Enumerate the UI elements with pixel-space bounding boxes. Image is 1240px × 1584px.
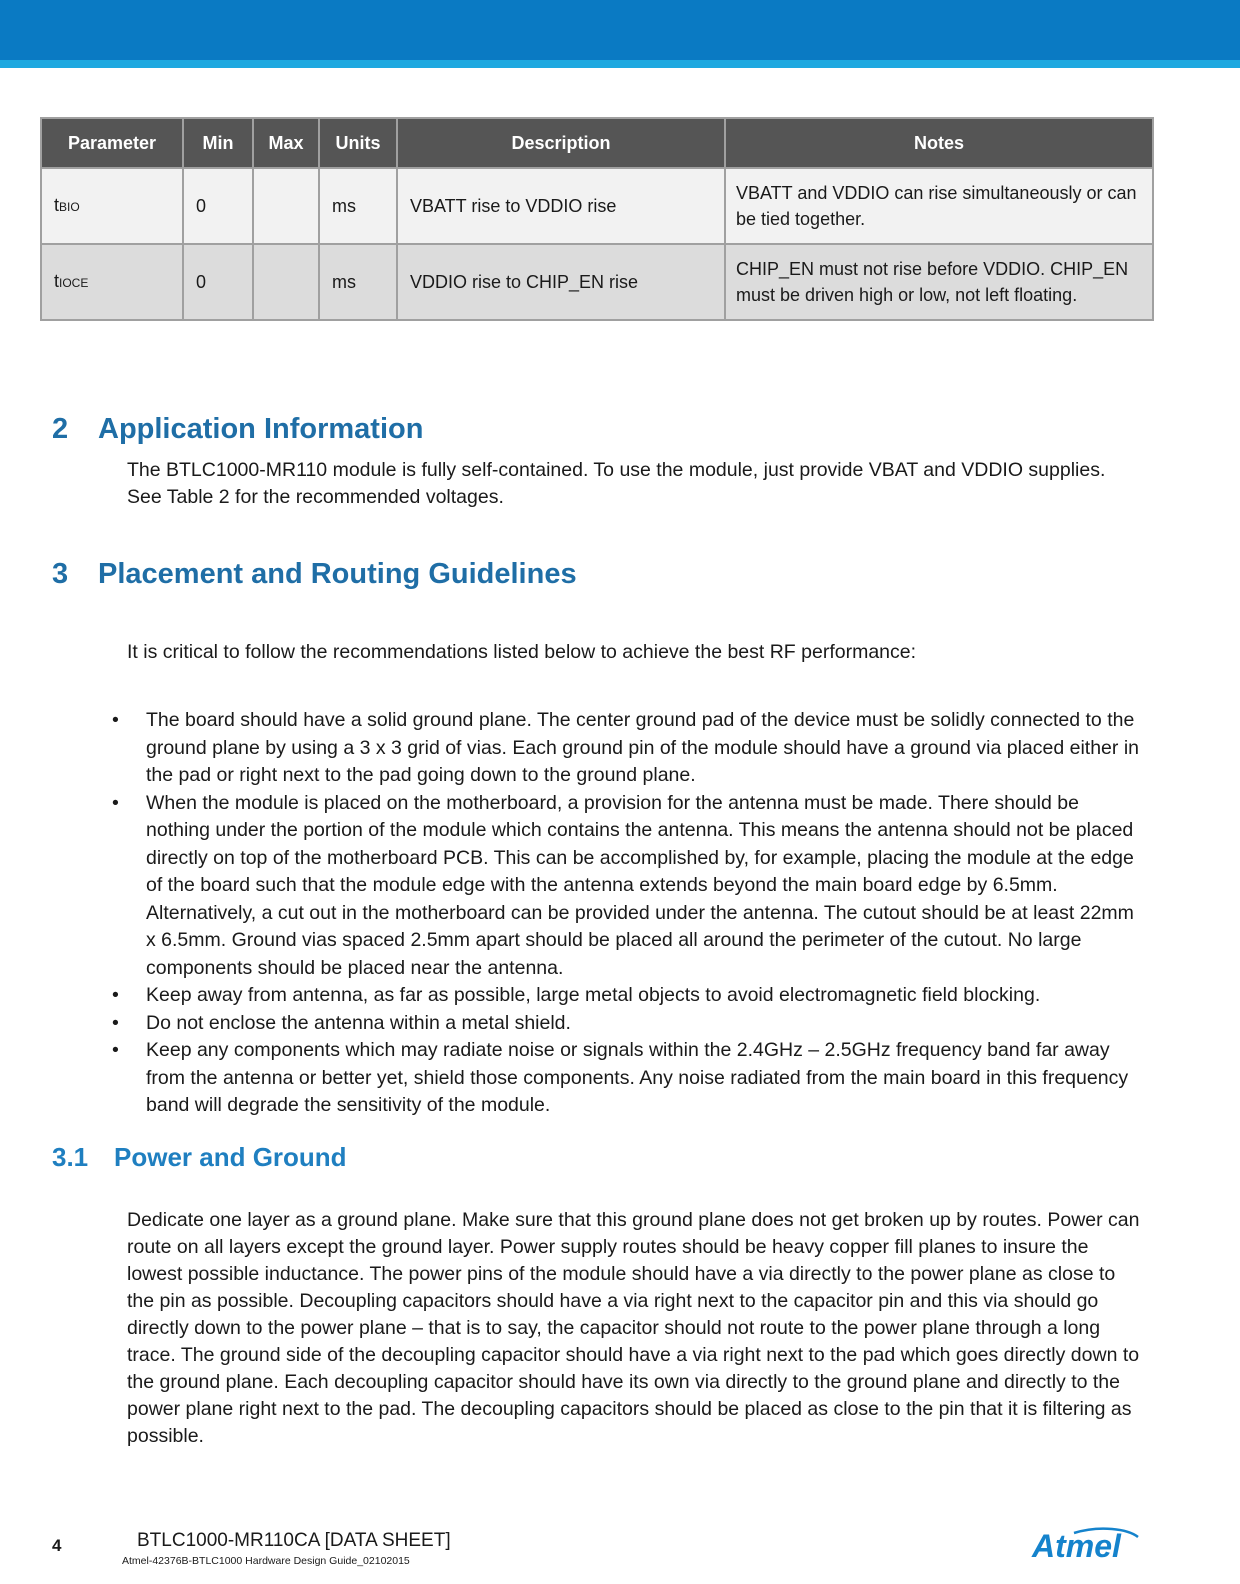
list-item: • The board should have a solid ground plane. The center ground pad of the device must be solidly connected to the ground plane by using a 3 x 3 grid of vias. Each ground pin of the module should have a ground via placed either in the pad or right next to the pad going down to the ground plane.	[108, 707, 1148, 790]
cell-notes: CHIP_EN must not rise before VDDIO. CHIP_EN must be driven high or low, not left floating.	[725, 244, 1153, 320]
cell-units: ms	[319, 168, 397, 244]
table-header-row	[41, 118, 1153, 168]
list-item: • When the module is placed on the motherboard, a provision for the antenna must be made. There should be nothing under the portion of the module which contains the antenna. This means the antenna should not be placed directly on top of the motherboard PCB. This can be accomplished by, for example, placing the module at the edge of the board such that the module edge with the antenna extends beyond the main board edge by 6.5mm. Alternatively, a cut out in the motherboard can be provided under the antenna. The cutout should be at least 22mm x 6.5mm. Ground vias spaced 2.5mm apart should be placed all around the perimeter of the cutout. No large components should be placed near the antenna.	[108, 790, 1148, 983]
list-item: • Do not enclose the antenna within a metal shield.	[108, 1010, 1148, 1038]
table-row	[41, 244, 1153, 320]
guidelines-list	[108, 707, 1148, 1120]
cell-min: 0	[183, 244, 253, 320]
section-number: 3	[52, 558, 69, 590]
list-item: • Keep any components which may radiate noise or signals within the 2.4GHz – 2.5GHz frequency band far away from the antenna or better yet, shield those components. Any noise radiated from the main board in this frequency band will degrade the sensitivity of the module.	[108, 1037, 1148, 1120]
col-header-min: Min	[183, 118, 253, 168]
section-title: Placement and Routing Guidelines	[98, 558, 577, 590]
cell-description: VBATT rise to VDDIO rise	[397, 168, 725, 244]
col-header-parameter: Parameter	[41, 118, 183, 168]
footer-doc-id: Atmel-42376B-BTLC1000 Hardware Design Guide_02102015	[122, 1555, 410, 1567]
page-number: 4	[52, 1536, 62, 1555]
cell-parameter	[41, 244, 183, 320]
list-item: • Keep away from antenna, as far as possible, large metal objects to avoid electromagnetic field blocking.	[108, 982, 1148, 1010]
col-header-description: Description	[397, 118, 725, 168]
cell-parameter	[41, 168, 183, 244]
logo-text: Atmel	[1032, 1528, 1121, 1564]
cell-notes: VBATT and VDDIO can rise simultaneously or can be tied together.	[725, 168, 1153, 244]
table-row	[41, 168, 1153, 244]
section-3-heading	[52, 558, 577, 591]
cell-max	[253, 168, 319, 244]
section-number: 2	[52, 413, 69, 445]
section-3-intro: It is critical to follow the recommendations listed below to achieve the best RF performance:	[127, 641, 917, 663]
header-bar	[0, 0, 1240, 60]
cell-description: VDDIO rise to CHIP_EN rise	[397, 244, 725, 320]
atmel-logo	[1030, 1527, 1140, 1567]
param-subscript: IOCE	[59, 276, 89, 290]
section-2-heading	[52, 413, 423, 446]
timing-parameters-table	[40, 117, 1154, 321]
param-symbol: t	[54, 271, 60, 291]
cell-max	[253, 244, 319, 320]
header-accent-line	[0, 60, 1240, 68]
section-number: 3.1	[52, 1142, 89, 1172]
section-3-1-heading	[52, 1142, 347, 1173]
param-subscript: BIO	[59, 200, 80, 214]
section-2-body: The BTLC1000-MR110 module is fully self-contained. To use the module, just provide VBAT and VDDIO supplies. See Table 2 for the recommended voltages.	[127, 459, 1106, 508]
cell-units: ms	[319, 244, 397, 320]
param-symbol: t	[54, 195, 60, 215]
col-header-max: Max	[253, 118, 319, 168]
col-header-units: Units	[319, 118, 397, 168]
cell-min: 0	[183, 168, 253, 244]
section-title: Application Information	[98, 413, 424, 445]
section-title: Power and Ground	[114, 1142, 347, 1172]
section-3-1-body: Dedicate one layer as a ground plane. Make sure that this ground plane does not get broken up by routes. Power can route on all layers except the ground layer. Power supply routes should be heavy copper fill planes to insure the lowest possible inductance. The power pins of the module should have a via directly to the power plane as close to the pin as possible. Decoupling capacitors should have a via right next to the capacitor pin and this via should go directly down to the power plane – that is to say, the capacitor should not route to the power plane through a long trace. The ground side of the decoupling capacitor should have a via right next to the pad which goes directly down to the ground plane. Each decoupling capacitor should have its own via directly to the ground plane and directly to the power plane right next to the pad. The decoupling capacitors should be placed as close to the pin that it is filtering as possible.	[127, 1209, 1140, 1447]
footer-doc-title: BTLC1000-MR110CA [DATA SHEET]	[137, 1530, 451, 1551]
col-header-notes: Notes	[725, 118, 1153, 168]
